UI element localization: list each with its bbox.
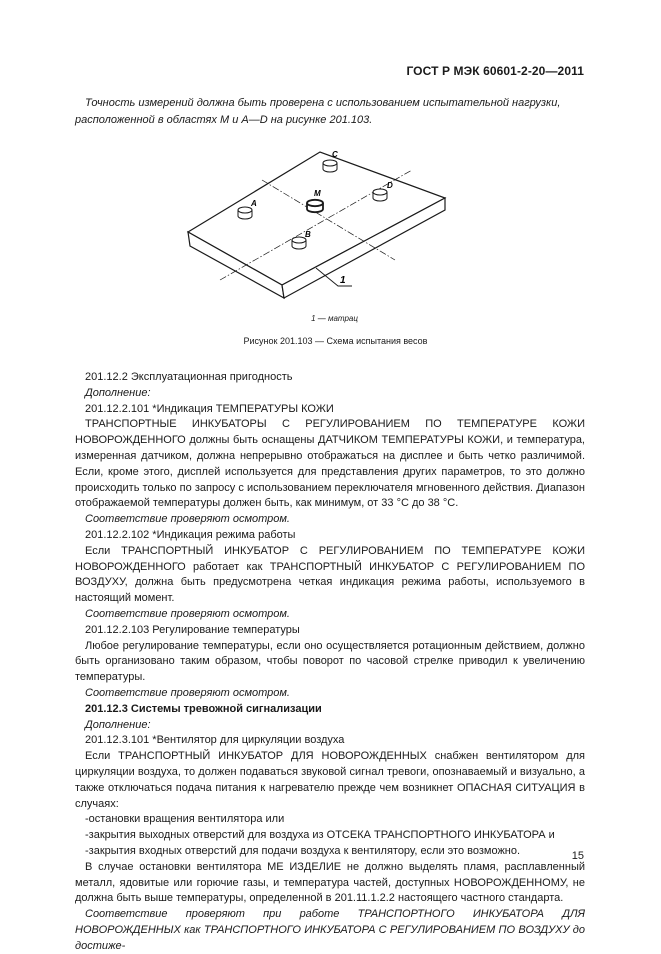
fan-alarm-paragraph: Если ТРАНСПОРТНЫЙ ИНКУБАТОР ДЛЯ НОВОРОЖДЕННЫХ снабжен вентилятором для циркуляции воздуха, то должен подаваться звуковой сигнал тревоги, опознаваемый и визуально, а также отключаться подача питания к нагревателю прежде чем возникнет ОПАСНАЯ СИТУАЦИЯ в случаях: xyxy=(75,750,585,810)
weight-a xyxy=(238,207,252,219)
list-item-text: остановки вращения вентилятора или xyxy=(88,813,285,826)
section-title-201-12-2-102: 201.12.2.102 *Индикация режима работы xyxy=(85,528,296,541)
label-a: A xyxy=(251,199,257,208)
compliance-line: Соответствие проверяют осмотром. xyxy=(85,607,290,620)
weight-m xyxy=(307,200,323,212)
list-item-text: закрытия выходных отверстий для воздуха из ОТСЕКА ТРАНСПОРТНОГО ИНКУБАТОРА и xyxy=(88,829,555,842)
compliance-line: Соответствие проверяют осмотром. xyxy=(85,513,290,526)
list-item: -закрытия выходных отверстий для воздуха из ОТСЕКА ТРАНСПОРТНОГО ИНКУБАТОРА и xyxy=(85,829,555,842)
list-item: -закрытия входных отверстий для подачи воздуха к вентилятору, если это возможно. xyxy=(85,844,521,857)
main-text xyxy=(75,370,585,954)
weight-c xyxy=(323,160,337,172)
operating-mode-paragraph: Если ТРАНСПОРТНЫЙ ИНКУБАТОР С РЕГУЛИРОВАНИЕМ ПО ТЕМПЕРАТУРЕ КОЖИ НОВОРОЖДЕННОГО работает как ТРАНСПОРТНЫЙ ИНКУБАТОР С РЕГУЛИРОВАНИЕМ ПО ВОЗДУХУ, должна быть предусмотрена четкая индикация режима работы, используемого в настоящий момент. xyxy=(75,544,585,605)
weight-b xyxy=(292,237,306,249)
temperature-control-paragraph: Любое регулирование температуры, если оно осуществляется ротационным действием, должно быть организовано таким образом, чтобы поворот по часовой стрелке приводил к увеличению температуры. xyxy=(75,639,585,684)
fan-stop-paragraph: В случае остановки вентилятора МЕ ИЗДЕЛИЕ не должно выделять пламя, расплавленный металл, ядовитые или горючие газы, и температура частей, доступных НОВОРОЖДЕННОМУ, не должна быть выше температуры, определенной в 201.11.1.2.2 настоящего частного стандарта. xyxy=(75,860,585,905)
scale-test-figure xyxy=(180,140,460,305)
compliance-paragraph: Соответствие проверяют при работе ТРАНСПОРТНОГО ИНКУБАТОРА ДЛЯ НОВОРОЖДЕННЫХ как ТРАНСПОРТНОГО ИНКУБАТОРА С РЕГУЛИРОВАНИЕМ ПО ВОЗДУХУ до достиже- xyxy=(75,908,585,952)
figure-legend: 1 — матрац xyxy=(311,314,358,323)
addition-label: Дополнение: xyxy=(85,386,151,399)
skin-temperature-paragraph: ТРАНСПОРТНЫЕ ИНКУБАТОРЫ С РЕГУЛИРОВАНИЕМ ПО ТЕМПЕРАТУРЕ КОЖИ НОВОРОЖДЕННОГО должны быть оснащены ДАТЧИКОМ ТЕМПЕРАТУРЫ КОЖИ, и температура, измеренная датчиком, должна непрерывно отображаться на дисплее и быть четко различимой. Если, кроме этого, дисплей используется для представления других параметров, то это должно происходить только по запросу с использованием переключателя мгновенного действия. Диапазон отображаемой температуры должен быть, как минимум, от 33 °C до 38 °C. xyxy=(75,418,585,510)
label-c: C xyxy=(332,150,338,159)
callout-number: 1 xyxy=(340,275,346,286)
standard-code-header: ГОСТ Р МЭК 60601-2-20—2011 xyxy=(406,64,584,78)
section-title-201-12-3-101: 201.12.3.101 *Вентилятор для циркуляции воздуха xyxy=(85,734,345,747)
compliance-line: Соответствие проверяют осмотром. xyxy=(85,686,290,699)
section-title-201-12-2: 201.12.2 Эксплуатационная пригодность xyxy=(85,371,293,383)
label-m: M xyxy=(314,189,321,198)
weight-d xyxy=(373,189,387,201)
section-title-201-12-2-103: 201.12.2.103 Регулирование температуры xyxy=(85,623,300,636)
label-b: B xyxy=(305,230,311,239)
label-d: D xyxy=(387,181,393,190)
list-item-text: закрытия входных отверстий для подачи воздуха к вентилятору, если это возможно. xyxy=(88,844,521,857)
page-number: 15 xyxy=(571,850,584,862)
figure-caption: Рисунок 201.103 — Схема испытания весов xyxy=(243,336,428,346)
section-title-201-12-3: 201.12.3 Системы тревожной сигнализации xyxy=(85,702,322,715)
section-title-201-12-2-101: 201.12.2.101 *Индикация ТЕМПЕРАТУРЫ КОЖИ xyxy=(85,402,334,415)
addition-label: Дополнение: xyxy=(85,718,151,731)
intro-paragraph: Точность измерений должна быть проверена с использованием испытательной нагрузки, расположенной в областях M и A—D на рисунке 201.103. xyxy=(75,97,561,126)
list-item: -остановки вращения вентилятора или xyxy=(85,813,285,826)
